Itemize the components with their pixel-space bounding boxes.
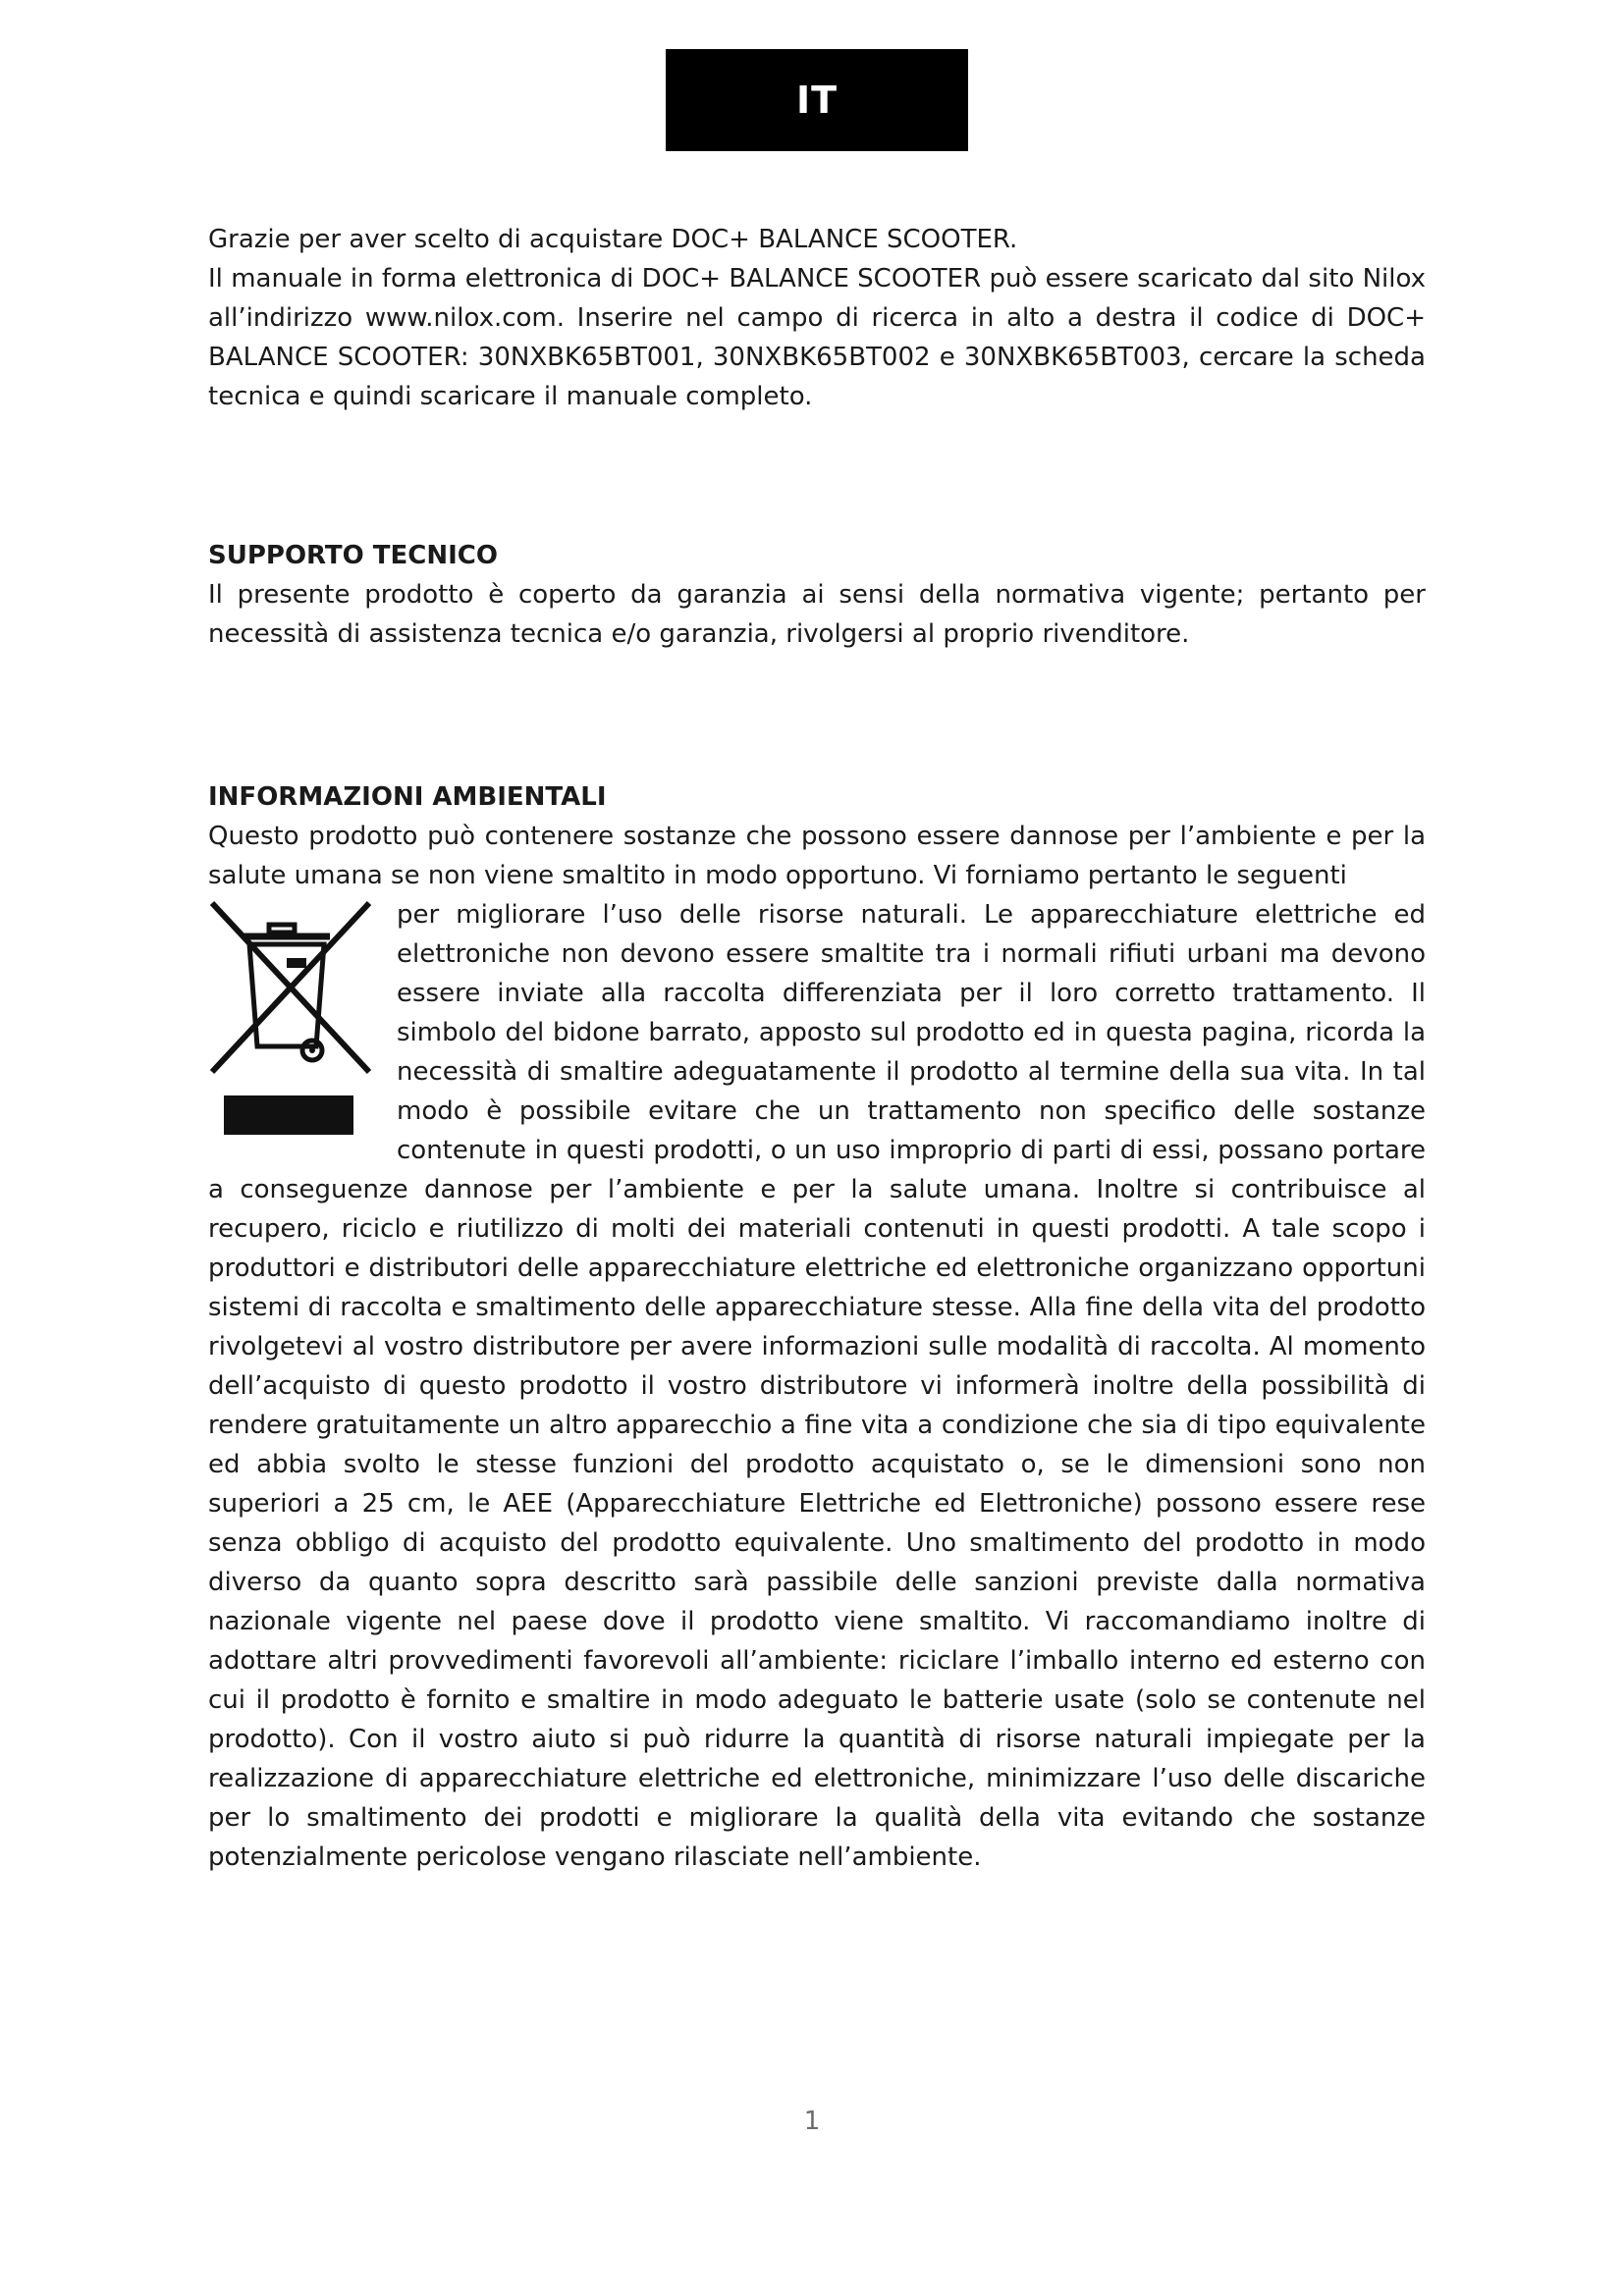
environment-lead: Questo prodotto può contenere sostanze che possono essere dannose per l’ambiente e per la salute umana se non viene smaltito in modo opportuno. Vi forniamo pertanto le seguenti <box>208 822 1426 890</box>
language-badge: IT <box>666 49 968 151</box>
support-section <box>208 536 1426 654</box>
environment-section <box>208 777 1426 1877</box>
intro-greeting: Grazie per aver scelto di acquistare DOC+ BALANCE SCOOTER. <box>208 225 1018 254</box>
intro-paragraph: Il manuale in forma elettronica di DOC+ BALANCE SCOOTER può essere scaricato dal sito Nilox all’indirizzo www.nilox.com. Inserire nel campo di ricerca in alto a destra il codice di DOC+ BALANCE SCOOTER: 30NXBK65BT001, 30NXBK65BT002 e 30NXBK65BT003, cercare la scheda tecnica e quindi scaricare il manuale completo. <box>208 264 1426 411</box>
support-body: Il presente prodotto è coperto da garanzia ai sensi della normativa vigente; pertanto per necessità di assistenza tecnica e/o garanzia, rivolgersi al proprio rivenditore. <box>208 580 1426 649</box>
environment-title: INFORMAZIONI AMBIENTALI <box>208 782 607 812</box>
crossed-out-wheelie-bin-icon <box>208 899 375 1143</box>
intro-section <box>208 220 1426 416</box>
environment-body: per migliorare l’uso delle risorse naturali. Le apparecchiature elettriche ed elettroniche non devono essere smaltite tra i normali rifiuti urbani ma devono essere inviate alla raccolta differenziata per il loro corretto trattamento. Il simbolo del bidone barrato, apposto sul prodotto ed in questa pagina, ricorda la necessità di smaltire adeguatamente il prodotto al termine della sua vita. In tal modo è possibile evitare che un trattamento non specifico delle sostanze contenute in questi prodotti, o un uso improprio di parti di essi, possano portare a conseguenze dannose per l’ambiente e per la salute umana. Inoltre si contribuisce al recupero, riciclo e riutilizzo di molti dei materiali contenuti in questi prodotti. A tale scopo i produttori e distributori delle apparecchiature elettriche ed elettroniche organizzano opportuni sistemi di raccolta e smaltimento delle apparecchiature stesse. Alla fine della vita del prodotto rivolgetevi al vostro distributore per avere informazioni sulle modalità di raccolta. Al momento dell’acquisto di questo prodotto il vostro distributore vi informerà inoltre della possibilità di rendere gratuitamente un altro apparecchio a fine vita a condizione che sia di tipo equivalente ed abbia svolto le stesse funzioni del prodotto acquistato o, se le dimensioni sono non superiori a 25 cm, le AEE (Apparecchiature Elettriche ed Elettroniche) possono essere rese senza obbligo di acquisto del prodotto equivalente. Uno smaltimento del prodotto in modo diverso da quanto sopra descritto sarà passibile delle sanzioni previste dalla normativa nazionale vigente nel paese dove il prodotto viene smaltito. Vi raccomandiamo inoltre di adottare altri provvedimenti favorevoli all’ambiente: riciclare l’imballo interno ed esterno con cui il prodotto è fornito e smaltire in modo adeguato le batterie usate (solo se contenute nel prodotto). Con il vostro aiuto si può ridurre la quantità di risorse naturali impiegate per la realizzazione di apparecchiature elettriche ed elettroniche, minimizzare l’uso delle discariche per lo smaltimento dei prodotti e migliorare la qualità della vita evitando che sostanze potenzialmente pericolose vengano rilasciate nell’ambiente. <box>208 900 1426 1872</box>
support-title: SUPPORTO TECNICO <box>208 541 498 570</box>
page-number: 1 <box>803 2107 821 2136</box>
